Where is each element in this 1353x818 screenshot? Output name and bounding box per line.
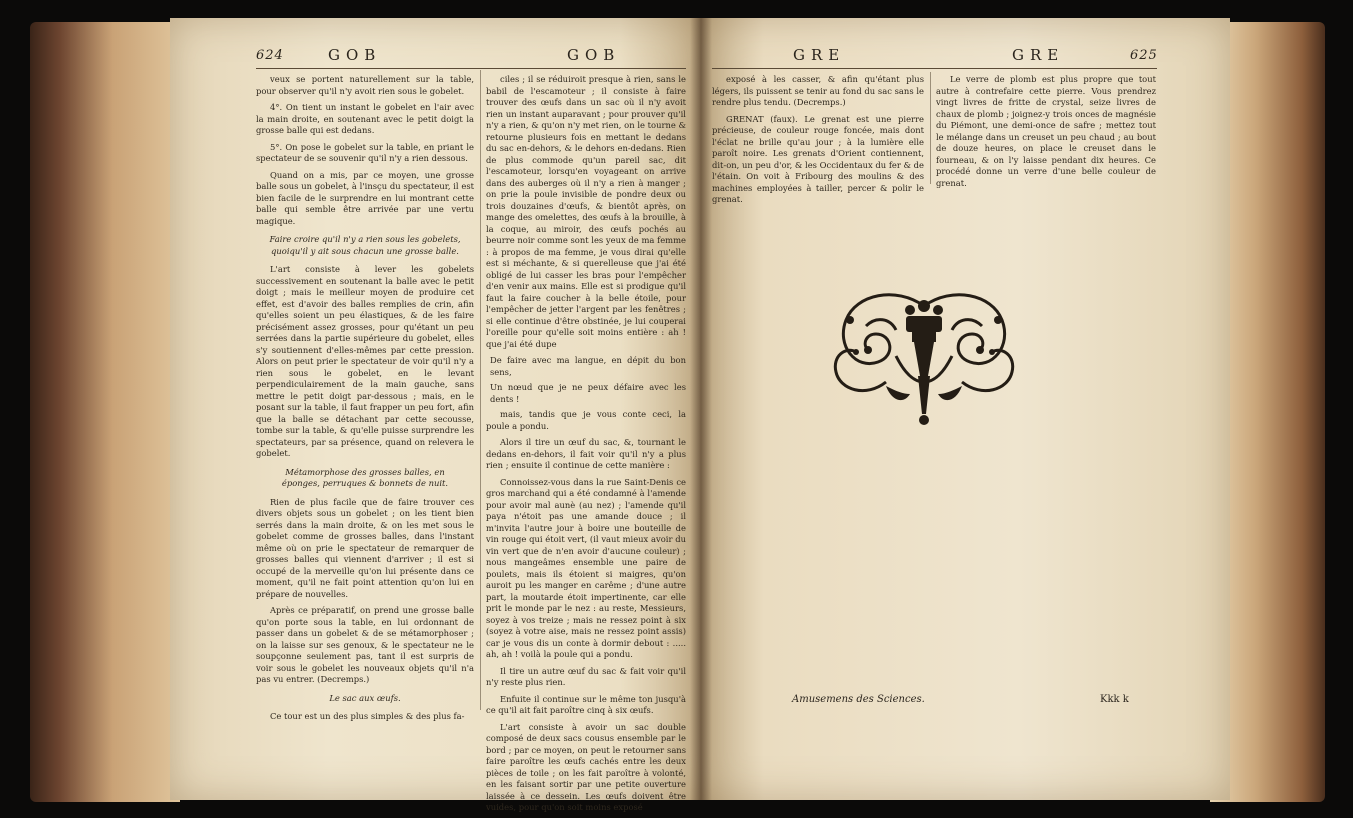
paragraph: L'art consiste à avoir un sac double composé de deux sacs cousus ensemble par le bord ; par ce moyen, on peut le retourner sans faire paroître les œufs cachés entre les deux pièces de toile ; on les fait paroître à volonté, en les faisant sortir par une petite ouverture laissée à ce dessein. Les œufs doivent être vuides, pour qu'on soit moins exposé	[486, 721, 686, 812]
paragraph: Rien de plus facile que de faire trouver ces divers objets sous un gobelet ; on les tient bien serrés dans la main droite, & on les met sous le gobelet comme de grosses balles, dans l'instant même où on prie le spectateur de remarquer de grosses balles qui viennent d'arriver ; il est si occupé de la merveille qu'on lui présente dans ce moment, qu'il ne fait point attention qu'on lui en prépare de nouvelles.	[256, 496, 474, 599]
signature-mark: Kkk k	[1100, 694, 1129, 705]
left-column-2	[486, 74, 686, 812]
book-edge-left	[30, 22, 180, 802]
paragraph: Connoissez-vous dans la rue Saint-Denis ce gros marchand qui a été condamné à l'amende pour avoir mal aunè (au nez) ; l'amende qu'il paya n'étoit pas une amande douce ; il m'invita l'autre jour à boire une bouteille de vin rouge qui étoit vert, (il vaut mieux avoir du vin vert que de n'en avoir d'aucune couleur) ; nous mangeâmes ensemble une paire de poulets, mais ils étoient si maigres, qu'on auroit pu les manger en carême ; d'une autre part, la moutarde étoit impertinente, car elle prit le monde par le nez : au reste, Messieurs, soyez à vos treize ; mais ne ressez point à six (soyez à votre aise, mais ne ressez point assis) car je vous dis un conte à dormir debout : ..... ah, ah ! voilà la poule qui a pondu.	[486, 476, 686, 659]
paragraph: Le verre de plomb est plus propre que tout autre à contrefaire cette pierre. Vous prendrez vingt livres de fritte de crystal, seize livres de chaux de plomb ; joignez-y trois onces de magnésie du Piémont, une demi-once de safre ; mettez tout le mélange dans un creuset un peu chaud ; au bout de douze heures, on place le creuset dans le fourneau, & on l'y laisse pendant dix heures. Ce procédé donne un verre d'une belle couleur de grenat.	[936, 74, 1156, 188]
right-column-2	[936, 74, 1156, 194]
fleuron-ornament	[826, 286, 1022, 428]
paragraph: Il tire un autre œuf du sac & fait voir qu'il n'y reste plus rien.	[486, 665, 686, 687]
right-header-left: GRE	[793, 46, 846, 64]
right-header-rule	[712, 68, 1157, 69]
paragraph: Un nœud que je ne peux défaire avec les dents !	[490, 382, 686, 404]
right-column-divider	[930, 72, 931, 184]
section-heading: Faire croire qu'il n'y a rien sous les gobelets, quoiqu'il y ait sous chacun une grosse balle.	[269, 234, 461, 256]
right-header-right: GRE	[1012, 46, 1065, 64]
paragraph: veux se portent naturellement sur la table, pour observer qu'il n'y avoit rien sous le gobelet.	[256, 74, 474, 96]
paragraph: Enfuite il continue sur le même ton jusqu'à ce qu'il ait fait paroître cinq à six œufs.	[486, 693, 686, 715]
right-column-1	[712, 74, 924, 204]
paragraph: Quand on a mis, par ce moyen, une grosse balle sous un gobelet, à l'insçu du spectateur, il est bien facile de le surprendre en lui montrant cette balle qui semble être arrivée par une vertu magique.	[256, 169, 474, 226]
paragraph: mais, tandis que je vous conte ceci, la poule a pondu.	[486, 409, 686, 431]
book-gutter	[690, 18, 712, 800]
paragraph: ciles ; il se réduiroit presque à rien, sans le babil de l'escamoteur ; il consiste à faire trouver des œufs dans un sac où il n'y avoit rien un instant auparavant ; pour prouver qu'il n'y a rien, & qu'on n'y met rien, on le tourne & retourne plusieurs fois en mettant le dedans du sac en-dehors, & le dehors en-dedans. Rien de plus commode qu'un pareil sac, dit l'escamoteur, lorsqu'en voyageant on arrive dans des auberges où il n'y a rien à manger ; on prie la poule invisible de pondre deux ou trois douzaines d'œufs, & bientôt après, on mange des omelettes, des œufs à la brouille, à la coque, au miroir, des œufs pochés au beurre noir comme sont les yeux de ma femme : à propos de ma femme, je vous dirai qu'elle est si méchante, & si querelleuse que j'ai été obligé de lui casser les bras pour l'empêcher d'en venir aux mains. Elle est si prodigue qu'il faut la faire coucher à la belle étoile, pour l'empêcher de jetter l'argent par les fenêtres ; si elle continue d'être obstinée, je lui couperai l'oreille pour qu'elle soit moins entière : ah ! que j'ai été dupe	[486, 74, 686, 349]
section-heading: Métamorphose des grosses balles, en éponges, perruques & bonnets de nuit.	[281, 466, 449, 488]
paragraph: 5°. On pose le gobelet sur la table, en priant le spectateur de se souvenir qu'il n'y a rien dessous.	[256, 141, 474, 163]
paragraph: Alors il tire un œuf du sac, &, tournant le dedans en-dehors, il fait voir qu'il n'y a plus rien ; ensuite il continue de cette manière :	[486, 437, 686, 470]
paragraph: 4°. On tient un instant le gobelet en l'air avec la main droite, en soutenant avec le petit doigt la grosse balle qui est dedans.	[256, 102, 474, 135]
left-column-divider	[480, 70, 481, 710]
left-header-rule	[256, 68, 686, 69]
section-heading: Le sac aux œufs.	[329, 692, 401, 703]
paragraph: De faire avec ma langue, en dépit du bon sens,	[490, 355, 686, 377]
paragraph: GRENAT (faux). Le grenat est une pierre précieuse, de couleur rouge foncée, mais dont l'éclat ne brille qu'au jour ; à la lumière elle paroît noire. Les grenats d'Orient contiennent, dit-on, un peu d'or, & les Occidentaux du fer & de l'étain. On voit à Fribourg des moulins & des machines employées à tailler, percer & polir le grenat.	[712, 113, 924, 204]
paragraph: exposé à les casser, & afin qu'étant plus légers, ils puissent se tenir au fond du sac sans le rendre plus tendu. (Decremps.)	[712, 74, 924, 107]
paragraph: Ce tour est un des plus simples & des plus fa-	[270, 711, 465, 721]
left-header-right: GOB	[567, 46, 621, 64]
right-page-number: 625	[1130, 48, 1158, 63]
left-page-number: 624	[256, 48, 284, 63]
left-header-left: GOB	[328, 46, 382, 64]
paragraph: L'art consiste à lever les gobelets successivement en soutenant la balle avec le petit doigt ; mais le meilleur moyen de produire cet effet, est d'avoir des balles remplies de crin, afin qu'elles soient un peu élastiques, & de les faire précisément assez grosses, pour qu'étant un peu serrées dans la partie supérieure du gobelet, elles s'y soutiennent d'elles-mêmes par cette pression. Alors on peut prier le spectateur de voir qu'il n'y a rien sous le gobelet, en le levant perpendiculairement de la main gauche, sans mettre le petit doigt par-dessous ; mais, en le posant sur la table, il faut frapper un peu fort, afin que la balle se détachant par cette secousse, tombe sur la table, & qu'elle puisse surprendre les spectateurs, par sa présence, quand on relevera le gobelet.	[256, 264, 474, 458]
page-footer-title: Amusemens des Sciences.	[792, 694, 925, 705]
left-column-1	[256, 74, 474, 721]
paragraph: Après ce préparatif, on prend une grosse balle qu'on porte sous la table, en lui ordonnant de passer dans un gobelet & de se métamorphoser ; on la laisse sur ses genoux, & le spectateur ne le soupçonne seulement pas, tant il est surpris de voir sous le gobelet les nouveaux objets qu'il n'a pas vu entrer. (Decremps.)	[256, 605, 474, 684]
